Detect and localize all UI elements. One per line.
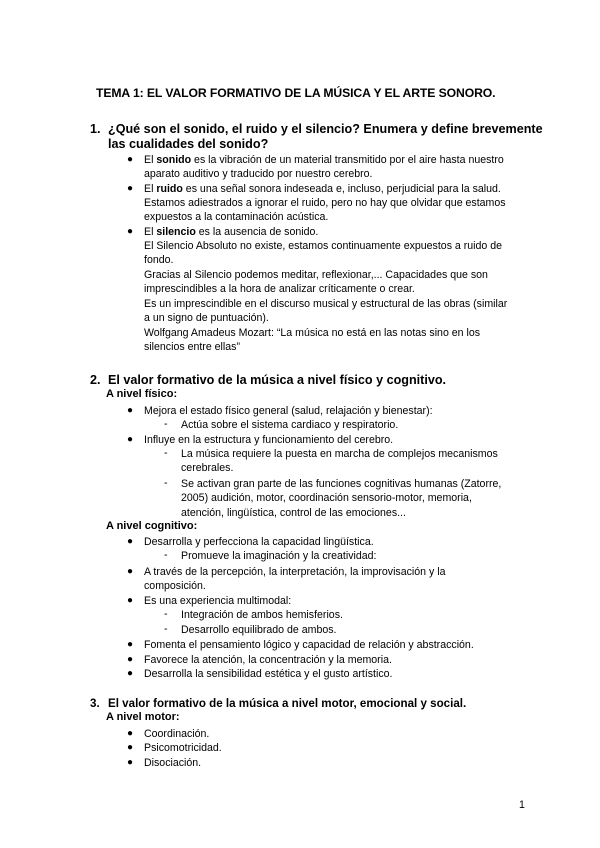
cognitivo-item-3b: Desarrollo equilibrado de ambos. — [181, 624, 337, 636]
text-fragment: El — [144, 183, 157, 195]
bullet-icon: ● — [127, 654, 134, 665]
fisico-item-2b-line-1: Se activan gran parte de las funciones cognitivas humanas (Zatorre, — [181, 478, 502, 490]
cognitivo-item-4: Fomenta el pensamiento lógico y capacidad de relación y abstracción. — [144, 639, 474, 651]
bullet-icon: ● — [127, 757, 134, 768]
silencio-line-6: Es un imprescindible en el discurso musical y estructural de las obras (similar — [144, 298, 508, 310]
cognitivo-item-3: Es una experiencia multimodal: — [144, 595, 292, 607]
silencio-line-5: imprescindibles a la hora de analizar críticamente o crear. — [144, 283, 415, 295]
bullet-icon: ● — [127, 566, 134, 577]
bullet-icon: ● — [127, 434, 134, 445]
text-fragment: El — [144, 154, 157, 166]
subheading-nivel-fisico: A nivel físico: — [106, 388, 178, 400]
section-3-heading: El valor formativo de la música a nivel motor, emocional y social. — [108, 697, 467, 710]
term-sonido: sonido — [156, 154, 192, 166]
motor-item-1: Coordinación. — [144, 728, 210, 740]
silencio-line-3: fondo. — [144, 254, 174, 266]
page-number: 1 — [519, 799, 525, 811]
dash-icon: - — [164, 447, 168, 459]
section-1-number: 1. — [90, 122, 101, 136]
bullet-icon: ● — [127, 154, 134, 165]
cognitivo-item-6: Desarrolla la sensibilidad estética y el gusto artístico. — [144, 668, 393, 680]
bullet-icon: ● — [127, 742, 134, 753]
silencio-line-2: El Silencio Absoluto no existe, estamos continuamente expuestos a ruido de — [144, 240, 503, 252]
page-title: TEMA 1: EL VALOR FORMATIVO DE LA MÚSICA Y EL ARTE SONORO. — [96, 86, 496, 100]
silencio-definition — [144, 225, 318, 240]
bullet-icon: ● — [127, 668, 134, 679]
bullet-icon: ● — [127, 639, 134, 650]
dash-icon: - — [164, 623, 168, 635]
motor-item-3: Disociación. — [144, 757, 202, 769]
term-silencio: silencio — [156, 226, 196, 238]
fisico-item-1: Mejora el estado físico general (salud, relajación y bienestar): — [144, 405, 433, 417]
section-1-heading-line-1: ¿Qué son el sonido, el ruido y el silencio? Enumera y define brevemente — [108, 122, 543, 136]
subheading-nivel-motor: A nivel motor: — [106, 711, 180, 723]
bullet-icon: ● — [127, 405, 134, 416]
fisico-item-2a-line-1: La música requiere la puesta en marcha de complejos mecanismos — [181, 448, 498, 460]
subheading-nivel-cognitivo: A nivel cognitivo: — [106, 520, 198, 532]
dash-icon: - — [164, 608, 168, 620]
ruido-definition-line-2: Estamos adiestrados a ignorar el ruido, pero no hay que olvidar que estamos — [144, 197, 506, 209]
cognitivo-item-1a: Promueve la imaginación y la creatividad: — [181, 550, 377, 562]
sonido-definition — [144, 153, 504, 168]
cognitivo-item-5: Favorece la atención, la concentración y la memoria. — [144, 654, 392, 666]
dash-icon: - — [164, 549, 168, 561]
fisico-item-2: Influye en la estructura y funcionamiento del cerebro. — [144, 434, 394, 446]
text-fragment: es la vibración de un material transmitido por el aire hasta nuestro — [191, 154, 504, 166]
motor-item-2: Psicomotricidad. — [144, 742, 222, 754]
mozart-quote-line-1: Wolfgang Amadeus Mozart: “La música no está en las notas sino en los — [144, 327, 481, 339]
dash-icon: - — [164, 418, 168, 430]
cognitivo-item-2-line-1: A través de la percepción, la interpretación, la improvisación y la — [144, 566, 446, 578]
silencio-line-4: Gracias al Silencio podemos meditar, reflexionar,... Capacidades que son — [144, 269, 488, 281]
fisico-item-1a: Actúa sobre el sistema cardiaco y respiratorio. — [181, 419, 399, 431]
sonido-definition-line-2: aparato auditivo y traducido por nuestro cerebro. — [144, 168, 373, 180]
bullet-icon: ● — [127, 595, 134, 606]
fisico-item-2a-line-2: cerebrales. — [181, 462, 234, 474]
text-fragment: es una señal sonora indeseada e, incluso, perjudicial para la salud. — [182, 183, 501, 195]
section-2-number: 2. — [90, 373, 101, 387]
section-1-heading-line-2: las cualidades del sonido? — [108, 137, 269, 151]
ruido-definition-line-3: expuestos a la contaminación acústica. — [144, 211, 329, 223]
cognitivo-item-3a: Integración de ambos hemisferios. — [181, 609, 343, 621]
bullet-icon: ● — [127, 536, 134, 547]
bullet-icon: ● — [127, 226, 134, 237]
fisico-item-2b-line-2: 2005) audición, motor, coordinación sensorio-motor, memoria, — [181, 492, 472, 504]
text-fragment: es la ausencia de sonido. — [195, 226, 319, 238]
section-2-heading: El valor formativo de la música a nivel físico y cognitivo. — [108, 373, 447, 387]
bullet-icon: ● — [127, 183, 134, 194]
cognitivo-item-2-line-2: composición. — [144, 580, 206, 592]
ruido-definition — [144, 182, 501, 197]
silencio-line-7: a un signo de puntuación). — [144, 312, 269, 324]
fisico-item-2b-line-3: atención, lingüística, control de las emociones... — [181, 507, 406, 519]
term-ruido: ruido — [156, 183, 183, 195]
section-3-number: 3. — [90, 697, 100, 710]
cognitivo-item-1: Desarrolla y perfecciona la capacidad lingüística. — [144, 536, 374, 548]
bullet-icon: ● — [127, 728, 134, 739]
text-fragment: El — [144, 226, 157, 238]
mozart-quote-line-2: silencios entre ellas” — [144, 341, 240, 353]
dash-icon: - — [164, 477, 168, 489]
